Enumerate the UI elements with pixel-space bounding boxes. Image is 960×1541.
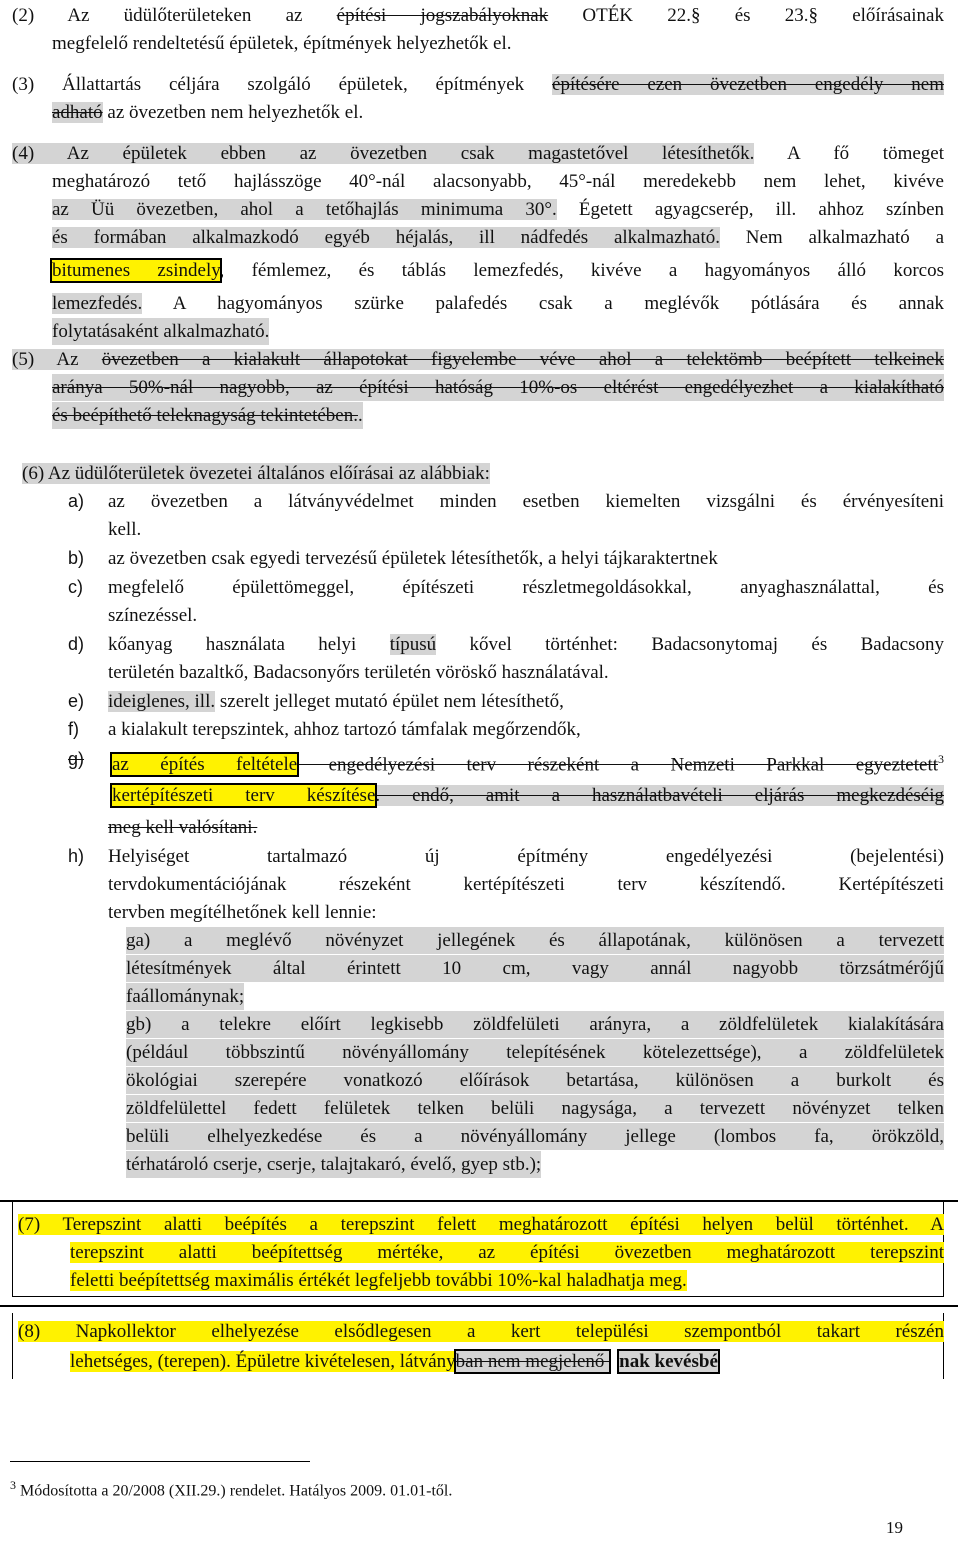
item-d-text-cont: kővel történhet: Badacsonytomaj és Badacsony [436,634,944,655]
page-number: 19 [886,1518,903,1537]
para-4-highlight: (4) Az épületek ebben az övezetben csak magastetővel létesíthetők. [12,143,755,164]
para-4-highlight-2: az Üü övezetben, ahol a tetőhajlás minimuma 30°. [52,199,557,220]
para-8-struck-box: ban nem megjelenő [455,1351,610,1372]
para-4-line-5 [52,257,944,284]
para-4-line-3 [52,196,944,223]
para-4-text-5: , fémlemez, és táblás lemezfedés, kivéve a hagyományos álló korcos [219,260,944,281]
para-8-highlight-1: (8) Napkollektor elhelyezése elsődlegesen a kert települési szempontból takart részén [18,1321,944,1342]
para-5-line-2: aránya 50%-nál nagyobb, az építési hatóság 10%-os eltérést engedélyezhet a kialakítható [52,374,944,401]
para-3-line-1 [12,71,944,98]
para-6-heading-text: (6) Az üdülőterületek övezetei általános előírásai az alábbiak: [22,463,490,484]
item-g-struck-text-2: . endő, amit a használatbavételi eljárás megkezdéséig [375,785,944,806]
item-d-highlight: típusú [389,634,437,655]
item-d-line-1 [108,631,944,658]
item-f-line-1: a kialakult terepszintek, ahhoz tartozó támfalak megőrzendők, [108,719,581,740]
item-c-line-2: színezéssel. [108,605,198,626]
item-h-label: h) [68,846,85,866]
item-d-line-2: területén bazaltkő, Badacsonyőrs területén vöröskő használatával. [108,662,609,683]
item-ga-line-3: faállománynak; [126,983,244,1010]
para-4-line-6 [52,290,944,317]
item-g-line-3: meg kell valósítani. [108,817,258,838]
item-h-line-3: tervben megítélhetőnek kell lennie: [108,902,377,923]
item-g-label: g) [68,749,85,769]
item-h-line-2: tervdokumentációjának részeként kertépítészeti terv készítendő. Kertépítészeti [108,874,944,895]
section-rule-2 [0,1305,958,1307]
section-7-left-border [12,1202,13,1297]
item-ga-line-1: ga) a meglévő növényzet jellegének és állapotának, különösen a tervezett [126,927,944,954]
item-e-line-1 [108,688,564,715]
para-4-line-2: meghatározó tető hajlásszöge 40°-nál alacsonyabb, 45°-nál meredekebb nem lehet, kivéve [52,171,944,192]
item-b-label: b) [68,548,85,568]
para-5-line-1 [12,346,944,373]
item-gb-line-3: ökológiai szerepére vonatkozó előírások betartása, különösen a burkolt és [126,1067,944,1094]
para-3-line-2 [52,99,363,126]
para-5-struck-text-3: és beépíthető teleknagyság tekintetében. [52,405,358,426]
para-5-struck-text: övezetben a kialakult állapotokat figyelembe véve ahol a telektömb beépített telkeinek [101,349,944,370]
item-d-text: kőanyag használata helyi [108,634,390,655]
item-g-line-2 [112,782,944,809]
para-7-line-2 [70,1239,944,1266]
item-d-label: d) [68,634,85,654]
para-3-text-2: az övezetben nem helyezhetők el. [102,102,364,123]
para-4-boxed-highlight: bitumenes zsindely [52,260,220,281]
para-2-struck-text: építési jogszabályoknak [336,5,549,26]
para-2-text: (2) Az üdülőterületeken az [12,5,337,26]
para-3-text: (3) Állattartás céljára szolgáló épületek, építmények [12,74,553,95]
para-5-text: (5) Az [12,349,102,370]
para-4-line-1 [12,140,944,167]
para-4-text: A fő tömeget [754,143,945,164]
para-5-text-3: . [358,405,363,426]
item-g-struck-text: engedélyezési terv részeként a Nemzeti Parkkal egyeztetett [297,754,938,776]
item-g-boxed-highlight-2: kertépítészeti terv készítése [112,785,376,806]
item-a-line-1: az övezetben a látványvédelmet minden esetben kiemelten vizsgálni és érvényesíteni [108,491,944,512]
item-ga-line-2: létesítmények által érintett 10 cm, vagy annál nagyobb törzsátmérőjű [126,955,944,982]
item-e-text: szerelt jelleget mutató épület nem létesíthető, [215,691,564,712]
para-8-highlight-2: lehetséges, (terepen). Épületre kivételesen, látvány [70,1351,456,1372]
item-gb-line-2: (például többszintű növényállomány telepítésének kötelezettsége), a zöldfelületek [126,1039,944,1066]
para-4-text-6: A hagyományos szürke palafedés csak a meglévők pótlására és annak [142,293,944,314]
para-2-text-cont: OTÉK 22.§ és 23.§ előírásainak [548,5,944,26]
item-b-line-1: az övezetben csak egyedi tervezésű épületek létesíthetők, a helyi tájkaraktertnek [108,548,718,569]
footnote-text: Módosította a 20/2008 (XII.29.) rendelet. Hatályos 2009. 01.01-től. [16,1482,453,1500]
item-e-highlight: ideiglenes, ill. [108,691,216,712]
para-7-line-1 [18,1211,944,1238]
para-7-highlight-1: (7) Terepszint alatti beépítés a terepszint felett meghatározott építési helyen belül történhet. A [18,1214,944,1235]
footnote-number: 3 [10,1478,16,1492]
footnote-ref-3: 3 [938,752,944,766]
para-2-line-2: megfelelő rendeltetésű épületek, építmények helyezhetők el. [52,33,512,54]
para-3-struck-text-2: adható [52,102,103,123]
item-c-line-1: megfelelő épülettömeggel, építészeti részletmegoldásokkal, anyaghasználattal, és [108,577,944,598]
item-g-line-1 [112,746,944,778]
item-a-label: a) [68,491,85,511]
para-4-line-4 [52,224,944,251]
para-7-highlight-2: terepszint alatti beépítettség mértéke, az építési övezetben meghatározott terepszint [70,1242,944,1263]
item-f-label: f) [68,719,79,739]
para-7-line-3 [70,1267,687,1294]
item-a-line-2: kell. [108,519,142,540]
para-4-line-7: folytatásaként alkalmazható. [52,318,269,345]
para-4-highlight-3: és formában alkalmazkodó egyéb héjalás, ill nádfedés alkalmazható. [52,227,720,248]
para-8-bold-box: nak kevésbé [619,1351,718,1372]
footnote-separator [10,1461,310,1462]
para-2-line-1 [12,2,944,29]
para-4-highlight-4: lemezfedés. [52,293,143,314]
para-8-line-2 [70,1348,718,1375]
item-gb-line-5: belüli elhelyezkedése és a növényállomány jellege (lombos fa, örökzöld, [126,1123,944,1150]
para-3-struck-text: építésére ezen övezetben engedély nem [552,74,944,95]
item-c-label: c) [68,577,83,597]
item-gb-line-4: zöldfelülettel fedett felületek telken belüli nagysága, a tervezett növényzet telken [126,1095,944,1122]
section-8-left-border [12,1313,13,1379]
item-e-label: e) [68,691,85,711]
item-gb-line-6: térhatároló cserje, cserje, talajtakaró, évelő, gyep stb.); [126,1151,541,1178]
section-rule [0,1200,958,1202]
para-4-text-4: Nem alkalmazható a [719,227,944,248]
section-7-bottom-border [12,1296,944,1297]
footnote [10,1472,452,1504]
item-gb-line-1: gb) a telekre előírt legkisebb zöldfelületi arányra, a zöldfelületek kialakítására [126,1011,944,1038]
para-4-text-3: Égetett agyagcserép, ill. ahhoz színben [556,199,945,220]
para-6-heading [22,460,490,487]
item-g-boxed-highlight: az építés feltétele [112,754,298,776]
item-h-line-1: Helyiséget tartalmazó új építmény engedélyezési (bejelentési) [108,846,944,867]
para-7-highlight-3: feletti beépítettség maximális értékét legfeljebb további 10%-kal haladhatja meg. [70,1270,687,1291]
para-5-line-3 [52,402,363,429]
para-8-line-1 [18,1318,944,1345]
